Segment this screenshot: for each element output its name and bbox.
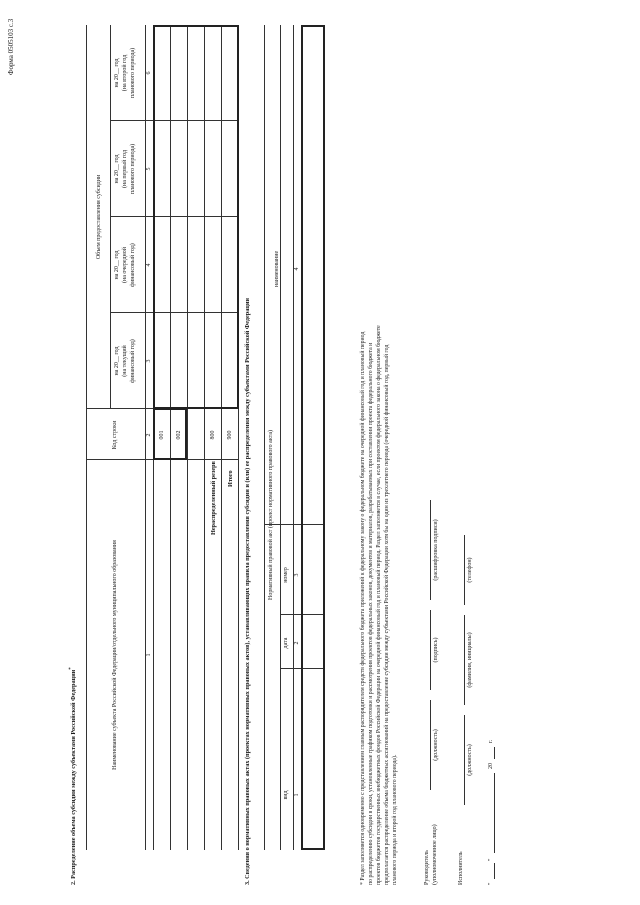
row-code-002: 002 (176, 430, 182, 440)
section3-title: 3. Сведения о нормативных правовых актах (проектах нормативных правовых актов), устанавливающих правила предоставления субсидии и (или) ее распределения между субъектами Российской Федерации (244, 298, 251, 885)
subcol-line3: планового периода) (130, 47, 136, 99)
table3-sub-line (280, 25, 281, 850)
table2-top-line (86, 25, 87, 850)
colnum-5: 5 (146, 167, 152, 171)
col-title: наименование (274, 250, 280, 288)
col-header-name: Наименование субъекта Российской Федерации/отдельного муниципального образования (112, 540, 118, 770)
date-year-line (494, 747, 495, 759)
head-label: Руководитель (424, 850, 430, 885)
col-number: номер (283, 567, 289, 583)
head-decoding-line (430, 500, 431, 600)
date-quote-close: " (488, 858, 494, 861)
date-month-line (494, 773, 495, 853)
table3-colnum-1: 1 (294, 793, 300, 797)
head-label-sub: (уполномоченное лицо) (432, 824, 438, 885)
subcol-line1: на 20__ год (114, 346, 120, 376)
subcol-line3: финансовый год) (130, 339, 136, 383)
row-code-001: 001 (159, 430, 165, 440)
total-label: Итого (227, 470, 234, 487)
subcol-line1: на 20__ год (114, 154, 120, 184)
head-position-line (430, 700, 431, 790)
col-header-volume: Объем предоставления субсидии (96, 174, 102, 260)
section2-title: 2. Распределение объема субсидии между субъектами Российской Федерации* (69, 667, 78, 885)
total-code: 900 (227, 430, 233, 440)
table3-colnum-4: 4 (294, 267, 300, 271)
subcol-line3: финансовый год) (130, 243, 136, 287)
footnote-line: планового периода и второй год планового периода). (392, 754, 398, 885)
executor-label: Исполнитель (458, 851, 464, 885)
exec-position-line (464, 715, 465, 805)
table3-colnum-3: 3 (294, 573, 300, 577)
footnote-line: по распределению субсидии в сроки, установленные графиком подготовки и рассмотрения проектов федеральных законов, документов и материалов, разрабатываемых при составлении проекта федерального бюджета и (368, 342, 374, 885)
exec-fio-line (464, 615, 465, 705)
table3-colnum-2: 2 (294, 641, 300, 645)
subcol-line1: на 20__ год (114, 250, 120, 280)
footnote-line: предполагается распределение объема бюджетных ассигнований на предоставление субсидии между субъектами Российской Федерации хотя бы на один из трехлетнего периода (очередной финансовый год, первый год (384, 344, 390, 885)
subcol-line2: (на первый год (122, 149, 128, 189)
footnote-mark: * (69, 667, 74, 670)
table3-header-main: Нормативный правовой акт (проект нормативного правового акта) (268, 429, 274, 601)
exec-position: (должность) (467, 744, 473, 776)
head-position: (должность) (433, 729, 439, 761)
unallocated-code: 800 (210, 430, 216, 440)
colnum-2: 2 (146, 433, 152, 437)
subcol-line2: (на второй год (122, 54, 128, 92)
form-code: Форма 0505103 с.3 (7, 18, 15, 75)
subcol-line1: на 20__ год (114, 58, 120, 88)
exec-fio: (фамилия, инициалы) (467, 632, 473, 688)
footnote-line: * Раздел заполняется одновременно с представлением главным распорядителем средств федерального бюджета приложений к федеральному закону о федеральном бюджете на очередной финансовый год и плановый период (360, 331, 366, 885)
exec-phone-line (464, 535, 465, 605)
table3-top-line (264, 25, 265, 850)
date-quote-open: " (488, 882, 494, 885)
unallocated-label: Нераспределенный резерв (210, 461, 217, 535)
table2-header-bottom (145, 25, 146, 850)
date-year: 20 (488, 763, 494, 769)
col-header-code: Код строки (112, 420, 118, 450)
table3-data-box (301, 25, 325, 850)
table3-header-bottom (293, 25, 294, 850)
exec-phone: (телефон) (467, 557, 473, 583)
colnum-1: 1 (146, 653, 152, 657)
subcol-line3: планового периода) (130, 143, 136, 195)
footnote-line: проектов бюджетов государственных внебюджетных фондов Российской Федерации на очередной финансовый год и плановый период. Раздел заполняется в случае, если проектом федерального закона о федеральном бюджете (376, 325, 382, 885)
table2-codes-box (153, 408, 187, 460)
head-signature-line (430, 610, 431, 690)
date-day-line (494, 863, 495, 879)
table2-volume-line (110, 25, 111, 409)
col-type: вид (283, 790, 289, 800)
colnum-6: 6 (146, 71, 152, 75)
table2-values-box (153, 25, 239, 409)
head-signature: (подпись) (433, 637, 439, 663)
col-date: дата (283, 637, 289, 649)
head-decoding: (расшифровка подписи) (433, 519, 439, 581)
colnum-4: 4 (146, 263, 152, 267)
date-suffix: г. (488, 739, 494, 743)
subcol-line2: (на текущий (122, 345, 128, 377)
colnum-3: 3 (146, 359, 152, 363)
subcol-line2: (на очередной (122, 247, 128, 283)
